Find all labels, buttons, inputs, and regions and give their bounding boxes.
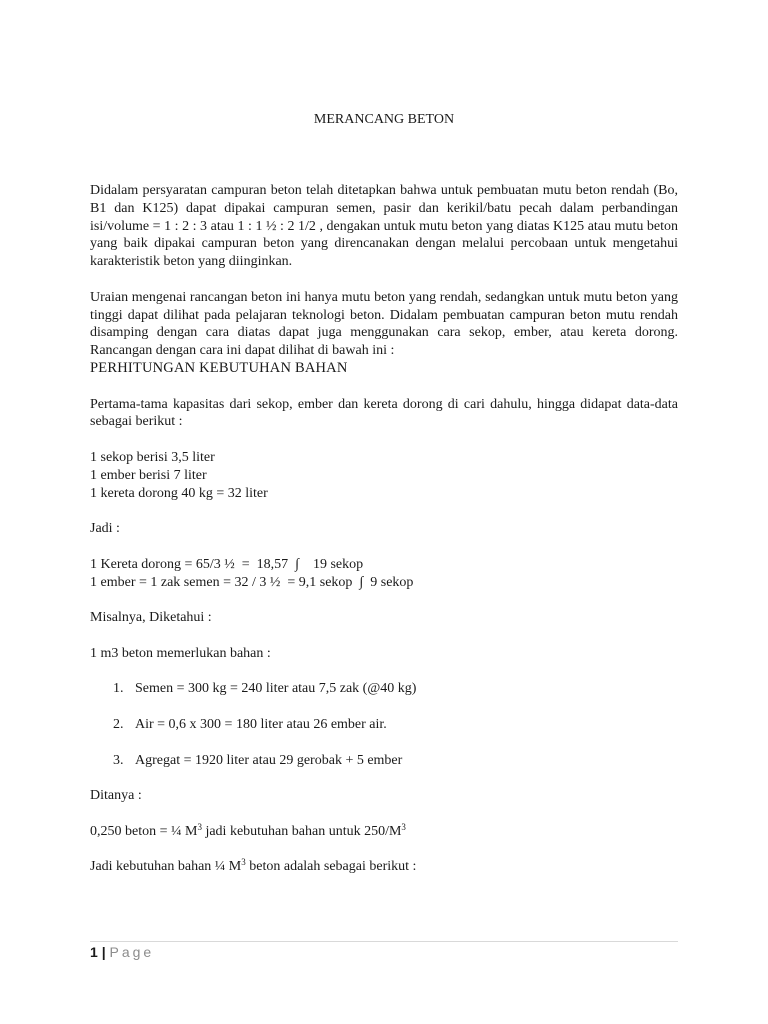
section-heading: PERHITUNGAN KEBUTUHAN BAHAN — [90, 359, 348, 376]
conclusion-text-2: beton adalah sebagai berikut : — [245, 859, 417, 875]
superscript: 3 — [401, 821, 406, 832]
document-title: MERANCANG BETON — [313, 112, 455, 127]
superscript: 3 — [241, 857, 246, 868]
capacity-line: 1 kereta dorong 40 kg = 32 liter — [90, 485, 268, 501]
conclusion-line — [90, 858, 678, 876]
page-number: 1 — [90, 944, 98, 960]
footer-divider — [90, 941, 678, 942]
ditanya-label: Ditanya : — [90, 788, 142, 804]
list-item — [90, 716, 678, 734]
page-label: Page — [109, 944, 155, 960]
conversion-line: 1 ember = 1 zak semen = 32 / 3 ½ = 9,1 sekop ∫ 9 sekop — [90, 574, 414, 590]
paragraph-description: Uraian mengenai rancangan beton ini hanya mutu beton yang rendah, sedangkan untuk mutu beton yang tinggi dapat dilihat pada pelajaran teknologi beton. Didalam pembuatan campuran beton mutu rendah disamping dengan cara diatas dapat juga menggunakan cara sekop, ember, atau kereta dorong. Rancangan dengan cara ini dapat dilihat di bawah ini : — [90, 289, 678, 359]
material-list — [90, 680, 678, 769]
capacity-line: 1 ember berisi 7 liter — [90, 467, 207, 483]
list-number: 3. — [113, 752, 124, 768]
question-line — [90, 823, 678, 841]
jadi-label: Jadi : — [90, 521, 120, 537]
conclusion-text-1: Jadi kebutuhan bahan ¼ M — [90, 859, 242, 875]
paragraph-capacity-intro: Pertama-tama kapasitas dari sekop, ember dan kereta dorong di cari dahulu, hingga didapat data-data sebagai berikut : — [90, 396, 678, 430]
footer-separator: | — [101, 944, 106, 960]
question-text-2: jadi kebutuhan bahan untuk 250/M — [201, 823, 402, 839]
question-text-1: 0,250 beton = ¼ M — [90, 823, 198, 839]
list-text: Air = 0,6 x 300 = 180 liter atau 26 ember air. — [135, 716, 387, 732]
capacity-list — [90, 449, 678, 502]
list-number: 2. — [113, 716, 124, 732]
list-item — [90, 752, 678, 770]
material-need-intro: 1 m3 beton memerlukan bahan : — [90, 645, 271, 661]
list-item — [90, 680, 678, 698]
document-body — [90, 182, 678, 876]
paragraph-intro: Didalam persyaratan campuran beton telah ditetapkan bahwa untuk pembuatan mutu beton rendah (Bo, B1 dan K125) dapat dipakai campuran semen, pasir dan kerikil/batu pecah dalam perbandingan isi/volume = 1 : 2 : 3 atau 1 : 1 ½ : 2 1/2 , dengakan untuk mutu beton yang diatas K125 atau mutu beton yang baik dipakai campuran beton yang direncanakan dengan melalui percobaan untuk mengetahui karakteristik beton yang diinginkan. — [90, 183, 678, 270]
page-footer — [90, 944, 154, 960]
misalnya-label: Misalnya, Diketahui : — [90, 610, 212, 626]
list-text: Semen = 300 kg = 240 liter atau 7,5 zak (@40 kg) — [135, 681, 417, 697]
capacity-line: 1 sekop berisi 3,5 liter — [90, 449, 215, 465]
conversion-line: 1 Kereta dorong = 65/3 ½ = 18,57 ∫ 19 sekop — [90, 556, 364, 572]
conversion-list — [90, 556, 678, 592]
list-text: Agregat = 1920 liter atau 29 gerobak + 5 ember — [135, 752, 403, 768]
list-number: 1. — [113, 681, 124, 697]
superscript: 3 — [197, 821, 202, 832]
